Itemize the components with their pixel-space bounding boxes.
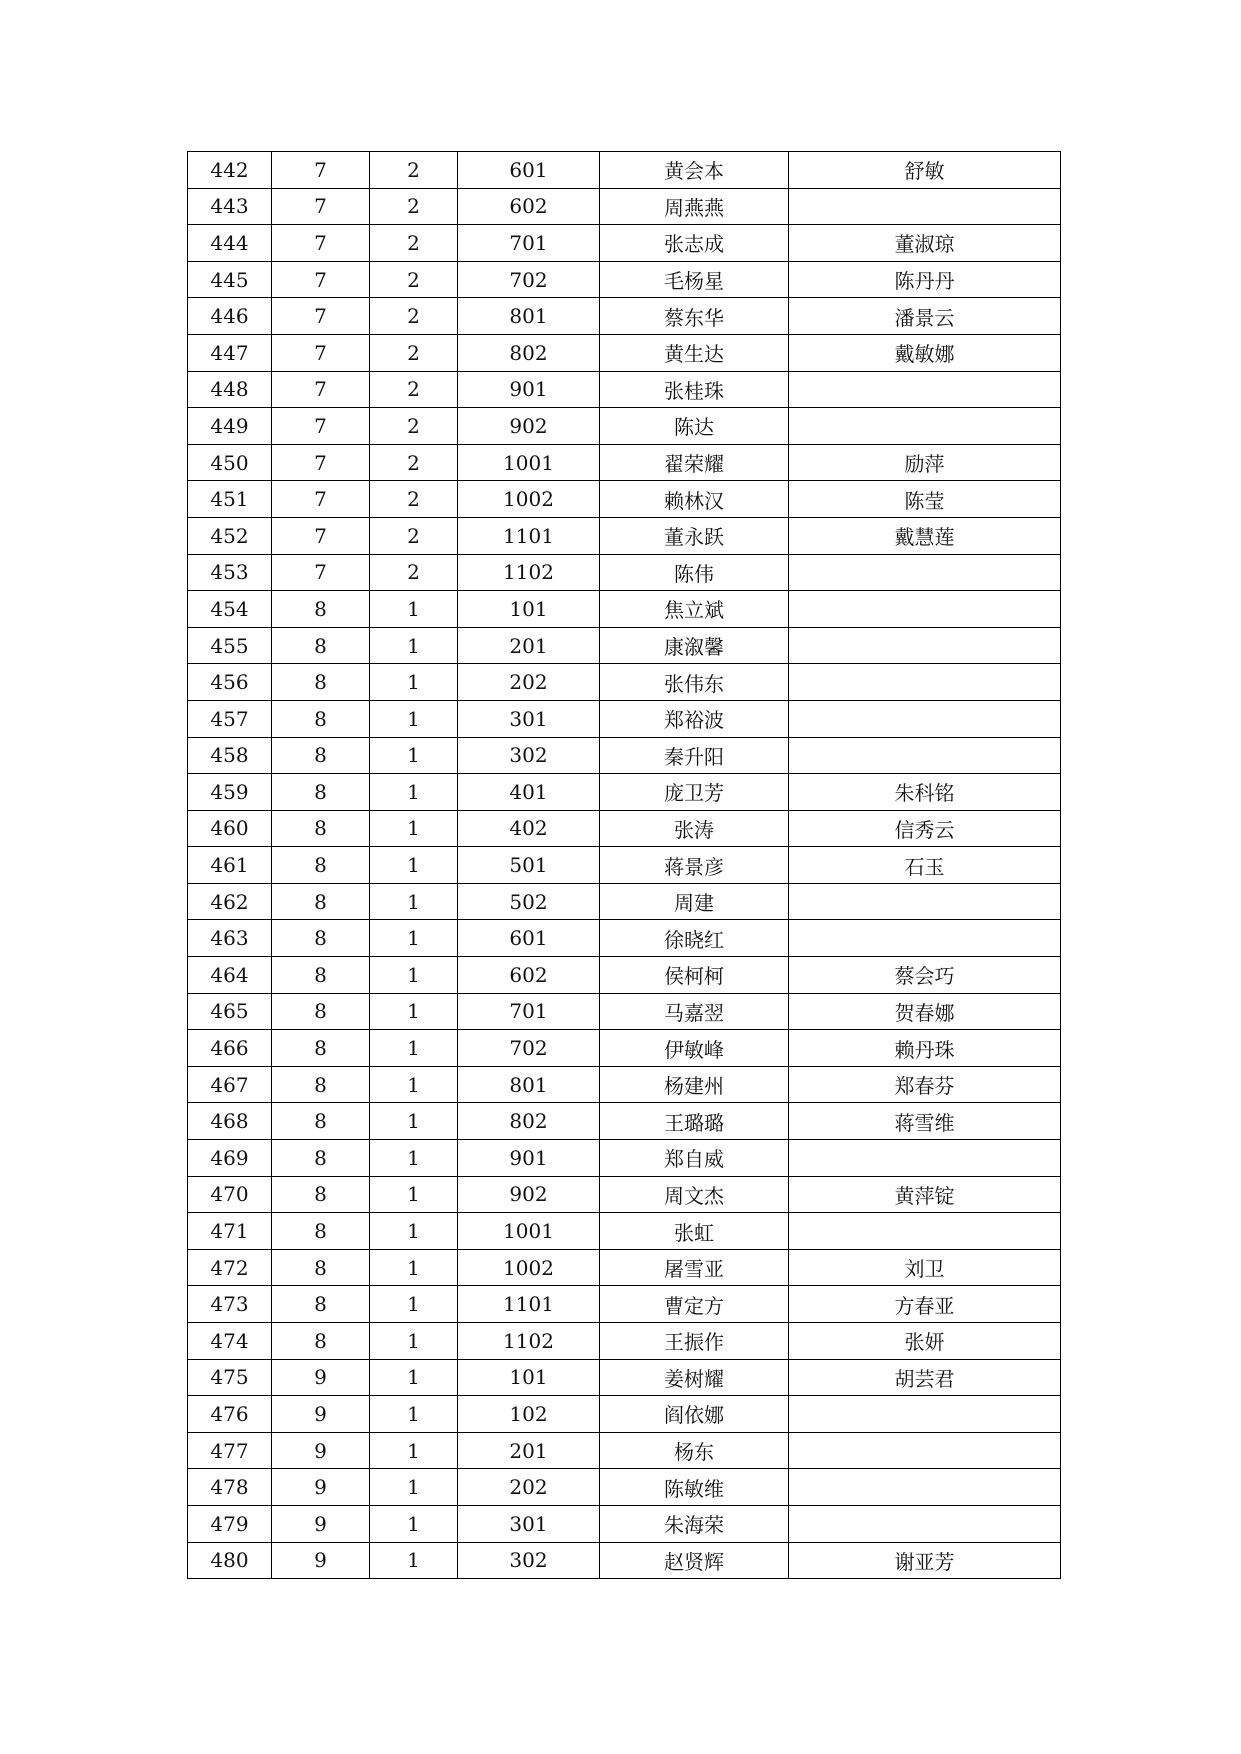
co-owner-name-cell (789, 883, 1061, 920)
owner-name-cell: 杨东 (600, 1432, 789, 1469)
building-cell: 9 (272, 1396, 370, 1433)
table-row (188, 444, 1061, 481)
room-cell: 901 (458, 1140, 600, 1177)
table-row (188, 737, 1061, 774)
owner-name-cell: 陈达 (600, 408, 789, 445)
building-cell: 8 (272, 883, 370, 920)
owner-name-cell: 曹定方 (600, 1286, 789, 1323)
table-row (188, 1286, 1061, 1323)
unit-cell: 1 (370, 700, 458, 737)
table-row (188, 1066, 1061, 1103)
co-owner-name-cell (789, 1396, 1061, 1433)
room-cell: 801 (458, 298, 600, 335)
building-cell: 9 (272, 1542, 370, 1579)
room-cell: 1102 (458, 554, 600, 591)
table-row (188, 1396, 1061, 1433)
row-number-cell: 442 (188, 152, 272, 189)
room-cell: 802 (458, 334, 600, 371)
co-owner-name-cell: 戴敏娜 (789, 334, 1061, 371)
table-row (188, 1030, 1061, 1067)
owner-name-cell: 张桂珠 (600, 371, 789, 408)
building-cell: 7 (272, 481, 370, 518)
table-row (188, 408, 1061, 445)
co-owner-name-cell: 赖丹珠 (789, 1030, 1061, 1067)
building-cell: 9 (272, 1432, 370, 1469)
row-number-cell: 471 (188, 1213, 272, 1250)
unit-cell: 1 (370, 664, 458, 701)
co-owner-name-cell: 陈莹 (789, 481, 1061, 518)
row-number-cell: 464 (188, 957, 272, 994)
table-row (188, 810, 1061, 847)
unit-cell: 1 (370, 591, 458, 628)
table-row (188, 481, 1061, 518)
owner-name-cell: 蔡东华 (600, 298, 789, 335)
roster-table (187, 151, 1061, 1579)
table-row (188, 152, 1061, 189)
row-number-cell: 460 (188, 810, 272, 847)
building-cell: 7 (272, 334, 370, 371)
co-owner-name-cell: 潘景云 (789, 298, 1061, 335)
owner-name-cell: 张虹 (600, 1213, 789, 1250)
owner-name-cell: 秦升阳 (600, 737, 789, 774)
co-owner-name-cell: 刘卫 (789, 1249, 1061, 1286)
building-cell: 9 (272, 1505, 370, 1542)
room-cell: 301 (458, 1505, 600, 1542)
table-row (188, 920, 1061, 957)
unit-cell: 1 (370, 737, 458, 774)
owner-name-cell: 伊敏峰 (600, 1030, 789, 1067)
table-row (188, 700, 1061, 737)
building-cell: 8 (272, 1030, 370, 1067)
co-owner-name-cell: 方春亚 (789, 1286, 1061, 1323)
building-cell: 8 (272, 810, 370, 847)
owner-name-cell: 周燕燕 (600, 188, 789, 225)
unit-cell: 1 (370, 1505, 458, 1542)
building-cell: 8 (272, 774, 370, 811)
building-cell: 8 (272, 1286, 370, 1323)
owner-name-cell: 黄生达 (600, 334, 789, 371)
row-number-cell: 469 (188, 1140, 272, 1177)
room-cell: 401 (458, 774, 600, 811)
co-owner-name-cell (789, 1213, 1061, 1250)
building-cell: 7 (272, 298, 370, 335)
room-cell: 502 (458, 883, 600, 920)
room-cell: 202 (458, 664, 600, 701)
co-owner-name-cell (789, 371, 1061, 408)
co-owner-name-cell (789, 554, 1061, 591)
owner-name-cell: 翟荣耀 (600, 444, 789, 481)
unit-cell: 2 (370, 261, 458, 298)
co-owner-name-cell: 黄萍锭 (789, 1176, 1061, 1213)
unit-cell: 1 (370, 627, 458, 664)
unit-cell: 1 (370, 957, 458, 994)
unit-cell: 1 (370, 1323, 458, 1360)
building-cell: 7 (272, 408, 370, 445)
co-owner-name-cell: 董淑琼 (789, 225, 1061, 262)
building-cell: 8 (272, 664, 370, 701)
room-cell: 601 (458, 920, 600, 957)
table-row (188, 1469, 1061, 1506)
room-cell: 1002 (458, 481, 600, 518)
co-owner-name-cell: 蔡会巧 (789, 957, 1061, 994)
table-row (188, 554, 1061, 591)
building-cell: 7 (272, 225, 370, 262)
table-row (188, 261, 1061, 298)
co-owner-name-cell (789, 188, 1061, 225)
building-cell: 7 (272, 554, 370, 591)
row-number-cell: 465 (188, 993, 272, 1030)
owner-name-cell: 郑裕波 (600, 700, 789, 737)
room-cell: 1101 (458, 1286, 600, 1323)
row-number-cell: 468 (188, 1103, 272, 1140)
owner-name-cell: 焦立斌 (600, 591, 789, 628)
co-owner-name-cell (789, 737, 1061, 774)
owner-name-cell: 马嘉翌 (600, 993, 789, 1030)
table-row (188, 1505, 1061, 1542)
unit-cell: 1 (370, 1103, 458, 1140)
co-owner-name-cell: 蒋雪维 (789, 1103, 1061, 1140)
building-cell: 7 (272, 152, 370, 189)
owner-name-cell: 陈敏维 (600, 1469, 789, 1506)
row-number-cell: 478 (188, 1469, 272, 1506)
owner-name-cell: 张志成 (600, 225, 789, 262)
room-cell: 701 (458, 225, 600, 262)
room-cell: 1002 (458, 1249, 600, 1286)
row-number-cell: 476 (188, 1396, 272, 1433)
row-number-cell: 458 (188, 737, 272, 774)
unit-cell: 1 (370, 1030, 458, 1067)
unit-cell: 2 (370, 225, 458, 262)
table-row (188, 1213, 1061, 1250)
row-number-cell: 449 (188, 408, 272, 445)
unit-cell: 2 (370, 481, 458, 518)
co-owner-name-cell (789, 700, 1061, 737)
owner-name-cell: 毛杨星 (600, 261, 789, 298)
building-cell: 8 (272, 627, 370, 664)
unit-cell: 1 (370, 1213, 458, 1250)
row-number-cell: 450 (188, 444, 272, 481)
room-cell: 301 (458, 700, 600, 737)
table-row (188, 371, 1061, 408)
co-owner-name-cell (789, 1140, 1061, 1177)
row-number-cell: 474 (188, 1323, 272, 1360)
owner-name-cell: 阎依娜 (600, 1396, 789, 1433)
table-row (188, 1103, 1061, 1140)
owner-name-cell: 董永跃 (600, 517, 789, 554)
owner-name-cell: 周文杰 (600, 1176, 789, 1213)
row-number-cell: 463 (188, 920, 272, 957)
co-owner-name-cell: 谢亚芳 (789, 1542, 1061, 1579)
room-cell: 702 (458, 261, 600, 298)
room-cell: 1101 (458, 517, 600, 554)
row-number-cell: 461 (188, 847, 272, 884)
table-row (188, 1140, 1061, 1177)
row-number-cell: 477 (188, 1432, 272, 1469)
row-number-cell: 475 (188, 1359, 272, 1396)
unit-cell: 2 (370, 408, 458, 445)
room-cell: 801 (458, 1066, 600, 1103)
table-row (188, 1249, 1061, 1286)
table-row (188, 627, 1061, 664)
building-cell: 8 (272, 993, 370, 1030)
room-cell: 102 (458, 1396, 600, 1433)
building-cell: 7 (272, 517, 370, 554)
building-cell: 8 (272, 1140, 370, 1177)
room-cell: 902 (458, 408, 600, 445)
building-cell: 8 (272, 1323, 370, 1360)
building-cell: 7 (272, 371, 370, 408)
co-owner-name-cell (789, 1469, 1061, 1506)
table-row (188, 1432, 1061, 1469)
roster-table-body (188, 152, 1061, 1579)
room-cell: 201 (458, 627, 600, 664)
room-cell: 402 (458, 810, 600, 847)
row-number-cell: 453 (188, 554, 272, 591)
co-owner-name-cell: 石玉 (789, 847, 1061, 884)
unit-cell: 1 (370, 810, 458, 847)
unit-cell: 1 (370, 1542, 458, 1579)
row-number-cell: 452 (188, 517, 272, 554)
unit-cell: 1 (370, 1432, 458, 1469)
co-owner-name-cell (789, 408, 1061, 445)
owner-name-cell: 徐晓红 (600, 920, 789, 957)
unit-cell: 1 (370, 993, 458, 1030)
owner-name-cell: 赖林汉 (600, 481, 789, 518)
row-number-cell: 451 (188, 481, 272, 518)
row-number-cell: 479 (188, 1505, 272, 1542)
room-cell: 601 (458, 152, 600, 189)
table-row (188, 1176, 1061, 1213)
table-row (188, 188, 1061, 225)
co-owner-name-cell (789, 591, 1061, 628)
unit-cell: 2 (370, 371, 458, 408)
room-cell: 302 (458, 737, 600, 774)
co-owner-name-cell (789, 1432, 1061, 1469)
unit-cell: 2 (370, 298, 458, 335)
unit-cell: 1 (370, 920, 458, 957)
room-cell: 702 (458, 1030, 600, 1067)
table-row (188, 225, 1061, 262)
owner-name-cell: 黄会本 (600, 152, 789, 189)
unit-cell: 1 (370, 883, 458, 920)
row-number-cell: 466 (188, 1030, 272, 1067)
table-row (188, 993, 1061, 1030)
unit-cell: 2 (370, 334, 458, 371)
unit-cell: 2 (370, 517, 458, 554)
row-number-cell: 480 (188, 1542, 272, 1579)
row-number-cell: 456 (188, 664, 272, 701)
row-number-cell: 470 (188, 1176, 272, 1213)
room-cell: 101 (458, 1359, 600, 1396)
room-cell: 1001 (458, 1213, 600, 1250)
unit-cell: 1 (370, 774, 458, 811)
co-owner-name-cell: 陈丹丹 (789, 261, 1061, 298)
row-number-cell: 455 (188, 627, 272, 664)
room-cell: 1001 (458, 444, 600, 481)
building-cell: 7 (272, 261, 370, 298)
table-row (188, 957, 1061, 994)
unit-cell: 1 (370, 1359, 458, 1396)
unit-cell: 2 (370, 444, 458, 481)
co-owner-name-cell (789, 1505, 1061, 1542)
unit-cell: 1 (370, 1176, 458, 1213)
owner-name-cell: 郑自威 (600, 1140, 789, 1177)
row-number-cell: 454 (188, 591, 272, 628)
room-cell: 302 (458, 1542, 600, 1579)
room-cell: 701 (458, 993, 600, 1030)
owner-name-cell: 陈伟 (600, 554, 789, 591)
table-row (188, 1323, 1061, 1360)
co-owner-name-cell (789, 664, 1061, 701)
row-number-cell: 462 (188, 883, 272, 920)
table-row (188, 334, 1061, 371)
unit-cell: 1 (370, 1140, 458, 1177)
owner-name-cell: 屠雪亚 (600, 1249, 789, 1286)
co-owner-name-cell: 信秀云 (789, 810, 1061, 847)
co-owner-name-cell: 贺春娜 (789, 993, 1061, 1030)
co-owner-name-cell (789, 920, 1061, 957)
unit-cell: 2 (370, 554, 458, 591)
row-number-cell: 457 (188, 700, 272, 737)
room-cell: 902 (458, 1176, 600, 1213)
owner-name-cell: 张伟东 (600, 664, 789, 701)
building-cell: 7 (272, 444, 370, 481)
unit-cell: 2 (370, 188, 458, 225)
room-cell: 802 (458, 1103, 600, 1140)
unit-cell: 1 (370, 1396, 458, 1433)
co-owner-name-cell (789, 627, 1061, 664)
owner-name-cell: 庞卫芳 (600, 774, 789, 811)
table-row (188, 1359, 1061, 1396)
room-cell: 901 (458, 371, 600, 408)
owner-name-cell: 王振作 (600, 1323, 789, 1360)
room-cell: 1102 (458, 1323, 600, 1360)
co-owner-name-cell: 朱科铭 (789, 774, 1061, 811)
row-number-cell: 445 (188, 261, 272, 298)
building-cell: 8 (272, 1249, 370, 1286)
unit-cell: 1 (370, 1469, 458, 1506)
room-cell: 602 (458, 957, 600, 994)
unit-cell: 1 (370, 847, 458, 884)
building-cell: 8 (272, 1066, 370, 1103)
row-number-cell: 446 (188, 298, 272, 335)
row-number-cell: 467 (188, 1066, 272, 1103)
co-owner-name-cell: 戴慧莲 (789, 517, 1061, 554)
building-cell: 7 (272, 188, 370, 225)
owner-name-cell: 康溆馨 (600, 627, 789, 664)
co-owner-name-cell: 张妍 (789, 1323, 1061, 1360)
owner-name-cell: 姜树耀 (600, 1359, 789, 1396)
row-number-cell: 443 (188, 188, 272, 225)
co-owner-name-cell: 胡芸君 (789, 1359, 1061, 1396)
room-cell: 101 (458, 591, 600, 628)
table-row (188, 883, 1061, 920)
building-cell: 8 (272, 920, 370, 957)
unit-cell: 2 (370, 152, 458, 189)
row-number-cell: 472 (188, 1249, 272, 1286)
room-cell: 602 (458, 188, 600, 225)
owner-name-cell: 侯柯柯 (600, 957, 789, 994)
room-cell: 202 (458, 1469, 600, 1506)
table-row (188, 847, 1061, 884)
building-cell: 8 (272, 700, 370, 737)
table-row (188, 517, 1061, 554)
row-number-cell: 459 (188, 774, 272, 811)
table-row (188, 591, 1061, 628)
unit-cell: 1 (370, 1066, 458, 1103)
owner-name-cell: 杨建州 (600, 1066, 789, 1103)
owner-name-cell: 周建 (600, 883, 789, 920)
co-owner-name-cell: 舒敏 (789, 152, 1061, 189)
table-row (188, 664, 1061, 701)
row-number-cell: 448 (188, 371, 272, 408)
owner-name-cell: 王璐璐 (600, 1103, 789, 1140)
co-owner-name-cell: 励萍 (789, 444, 1061, 481)
building-cell: 9 (272, 1469, 370, 1506)
unit-cell: 1 (370, 1286, 458, 1323)
table-row (188, 298, 1061, 335)
co-owner-name-cell: 郑春芬 (789, 1066, 1061, 1103)
owner-name-cell: 朱海荣 (600, 1505, 789, 1542)
row-number-cell: 444 (188, 225, 272, 262)
room-cell: 201 (458, 1432, 600, 1469)
building-cell: 8 (272, 737, 370, 774)
row-number-cell: 447 (188, 334, 272, 371)
owner-name-cell: 张涛 (600, 810, 789, 847)
building-cell: 8 (272, 1103, 370, 1140)
building-cell: 8 (272, 1176, 370, 1213)
building-cell: 9 (272, 1359, 370, 1396)
row-number-cell: 473 (188, 1286, 272, 1323)
table-row (188, 774, 1061, 811)
owner-name-cell: 蒋景彦 (600, 847, 789, 884)
owner-name-cell: 赵贤辉 (600, 1542, 789, 1579)
building-cell: 8 (272, 1213, 370, 1250)
building-cell: 8 (272, 957, 370, 994)
building-cell: 8 (272, 591, 370, 628)
room-cell: 501 (458, 847, 600, 884)
table-row (188, 1542, 1061, 1579)
building-cell: 8 (272, 847, 370, 884)
unit-cell: 1 (370, 1249, 458, 1286)
